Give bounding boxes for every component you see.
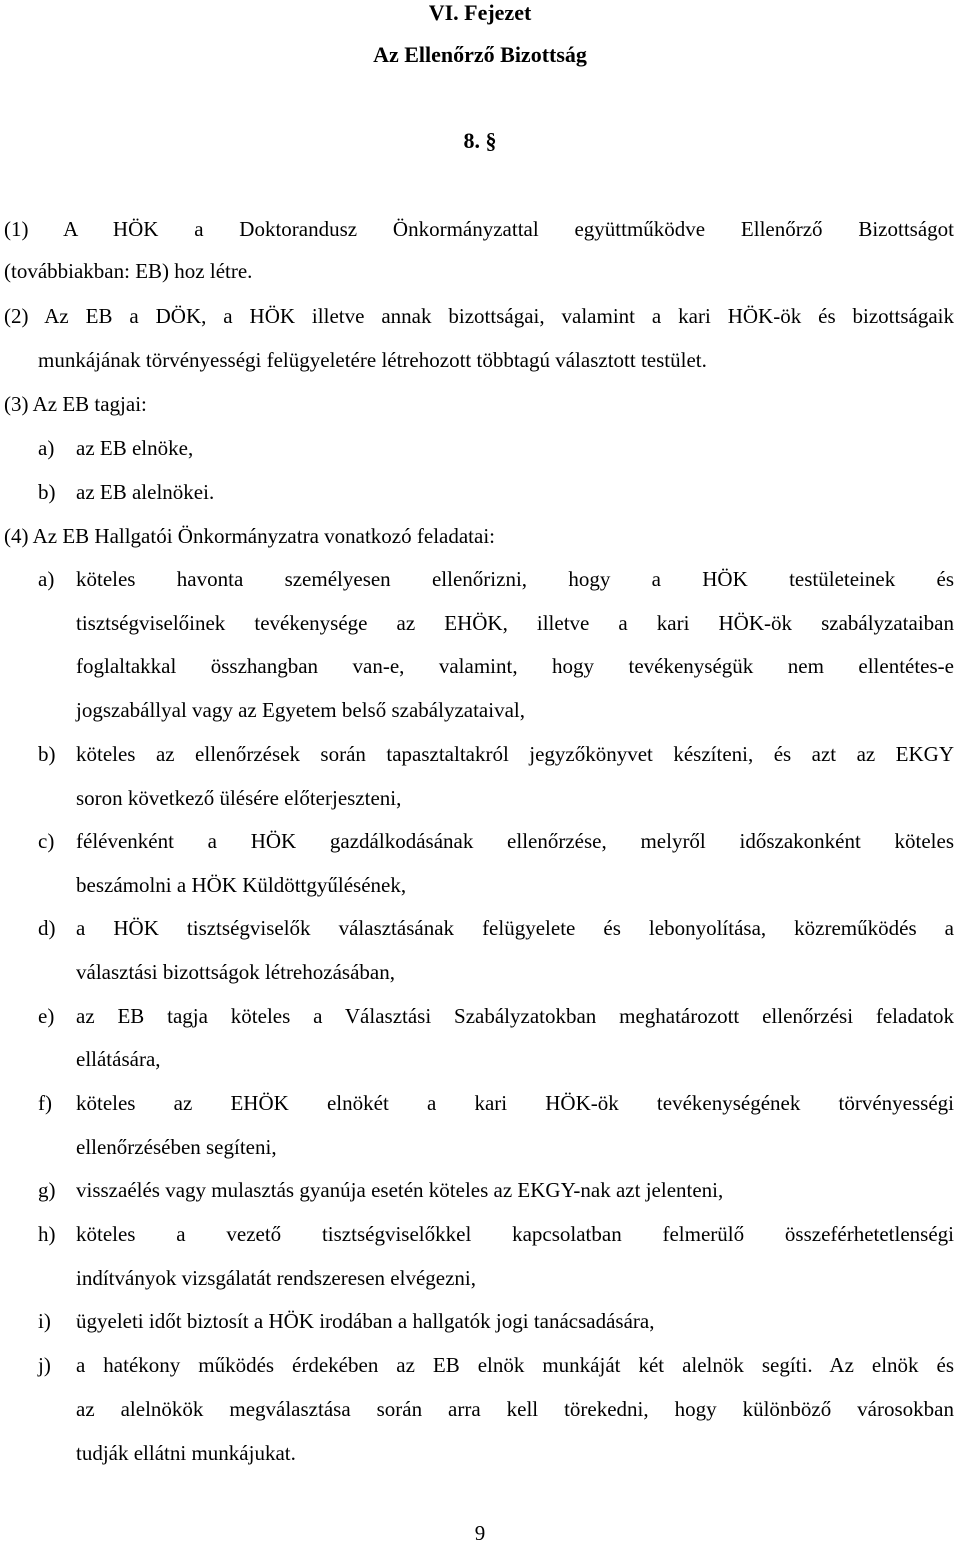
list-item-4g-line-1: visszaélés vagy mulasztás gyanúja esetén köteles az EKGY-nak azt jelenteni, bbox=[76, 1178, 724, 1202]
list-item-4e-line-2: ellátására, bbox=[76, 1047, 161, 1071]
list-item-4a-line-1: köteles havonta személyesen ellenőrizni, hogy a HÖK testületeinek és bbox=[76, 567, 954, 591]
list-item-4b-line-2: soron következő ülésére előterjeszteni, bbox=[76, 786, 402, 810]
list-marker-4d: d) bbox=[38, 916, 56, 940]
paragraph-4-line-1: (4) Az EB Hallgatói Önkormányzatra vonatkozó feladatai: bbox=[4, 524, 495, 548]
list-marker-4f: f) bbox=[38, 1091, 52, 1115]
list-item-4a-line-3: foglaltakkal összhangban van-e, valamint, hogy tevékenységük nem ellentétes-e bbox=[76, 654, 954, 678]
list-marker-4c: c) bbox=[38, 829, 55, 853]
section-number: 8. § bbox=[463, 128, 497, 153]
list-marker-4g: g) bbox=[38, 1178, 56, 1202]
paragraph-1-line-2: (továbbiakban: EB) hoz létre. bbox=[4, 259, 253, 283]
list-item-4a-line-4: jogszabállyal vagy az Egyetem belső szabályzataival, bbox=[76, 698, 525, 722]
list-item-3a: az EB elnöke, bbox=[76, 436, 194, 460]
paragraph-2-line-1: (2) Az EB a DÖK, a HÖK illetve annak bizottságai, valamint a kari HÖK-ök és bizottságaik bbox=[4, 304, 954, 328]
list-item-4f-line-1: köteles az EHÖK elnökét a kari HÖK-ök tevékenységének törvényességi bbox=[76, 1091, 954, 1115]
list-item-4h-line-1: köteles a vezető tisztségviselőkkel kapcsolatban felmerülő összeférhetetlenségi bbox=[76, 1222, 954, 1246]
list-marker-4a: a) bbox=[38, 567, 55, 591]
paragraph-1-line-1: (1) A HÖK a Doktorandusz Önkormányzattal együttműködve Ellenőrző Bizottságot bbox=[4, 217, 954, 241]
list-item-4i-line-1: ügyeleti időt biztosít a HÖK irodában a hallgatók jogi tanácsadására, bbox=[76, 1309, 655, 1333]
list-marker-3b: b) bbox=[38, 480, 56, 504]
list-item-4d-line-1: a HÖK tisztségviselők választásának felügyelete és lebonyolítása, közreműködés a bbox=[76, 916, 954, 940]
paragraph-3-line-1: (3) Az EB tagjai: bbox=[4, 392, 147, 416]
list-item-4j-line-1: a hatékony működés érdekében az EB elnök munkáját két alelnök segíti. Az elnök és bbox=[76, 1353, 954, 1377]
list-item-4a-line-2: tisztségviselőinek tevékenysége az EHÖK, illetve a kari HÖK-ök szabályzataiban bbox=[76, 611, 954, 635]
chapter-title: Az Ellenőrző Bizottság bbox=[373, 42, 587, 67]
list-marker-4e: e) bbox=[38, 1004, 55, 1028]
list-item-4f-line-2: ellenőrzésében segíteni, bbox=[76, 1135, 277, 1159]
list-item-4h-line-2: indítványok vizsgálatát rendszeresen elvégezni, bbox=[76, 1266, 477, 1290]
list-item-4b-line-1: köteles az ellenőrzések során tapasztaltakról jegyzőkönyvet készíteni, és azt az EKGY bbox=[76, 742, 954, 766]
list-item-4j-line-2: az alelnökök megválasztása során arra kell törekedni, hogy különböző városokban bbox=[76, 1397, 954, 1421]
paragraph-2-line-2: munkájának törvényességi felügyeletére létrehozott többtagú választott testület. bbox=[38, 348, 707, 372]
list-marker-4i: i) bbox=[38, 1309, 51, 1333]
list-marker-4h: h) bbox=[38, 1222, 56, 1246]
list-item-3b: az EB alelnökei. bbox=[76, 480, 215, 504]
list-item-4c-line-1: félévenként a HÖK gazdálkodásának ellenőrzése, melyről időszakonként köteles bbox=[76, 829, 954, 853]
list-item-4d-line-2: választási bizottságok létrehozásában, bbox=[76, 960, 395, 984]
list-item-4e-line-1: az EB tagja köteles a Választási Szabályzatokban meghatározott ellenőrzési feladatok bbox=[76, 1004, 954, 1028]
page-number: 9 bbox=[474, 1521, 486, 1545]
list-item-4c-line-2: beszámolni a HÖK Küldöttgyűlésének, bbox=[76, 873, 407, 897]
list-marker-4b: b) bbox=[38, 742, 56, 766]
list-marker-3a: a) bbox=[38, 436, 55, 460]
list-marker-4j: j) bbox=[38, 1353, 51, 1377]
chapter-number: VI. Fejezet bbox=[428, 0, 532, 25]
list-item-4j-line-3: tudják ellátni munkájukat. bbox=[76, 1441, 296, 1465]
